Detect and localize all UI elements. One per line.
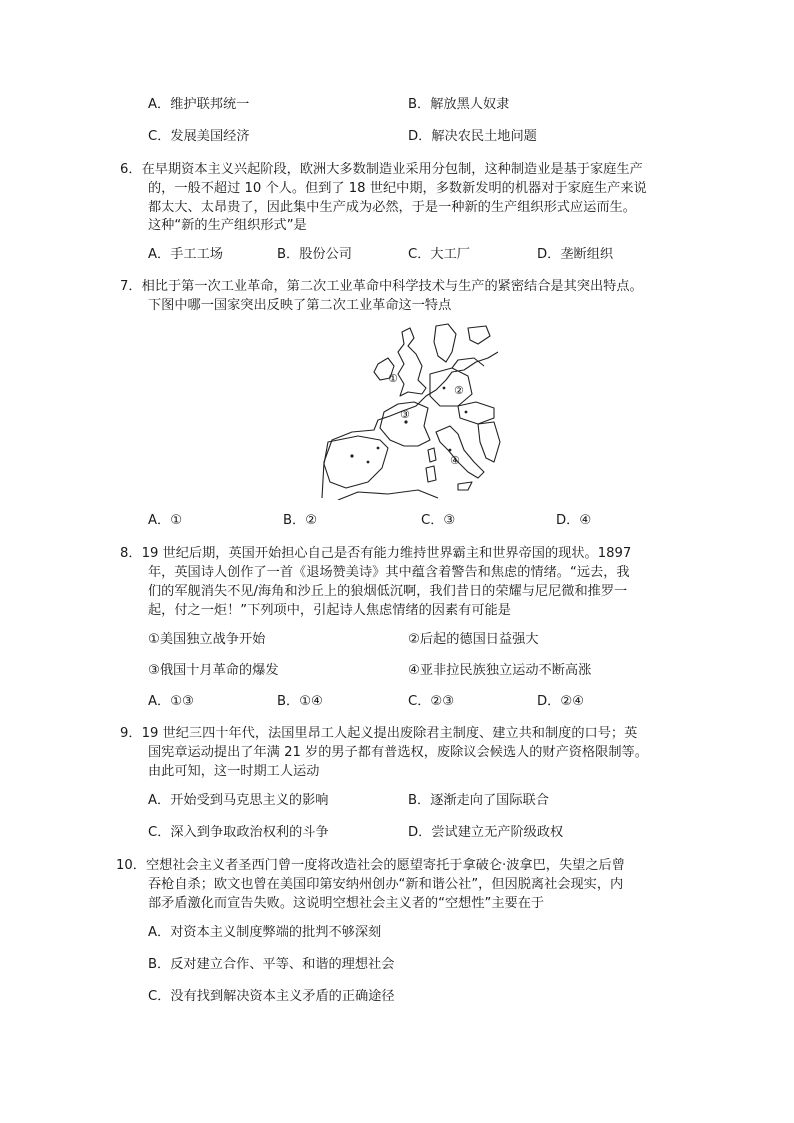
city-dot <box>377 447 380 450</box>
q9-option-b: B．逐渐走向了国际联合 <box>408 793 549 808</box>
q10-option-a: A．对资本主义制度弊端的批判不够深刻 <box>148 925 382 940</box>
q8-option-a: A．①③ <box>148 694 194 709</box>
q9-option-d: D．尝试建立无产阶级政权 <box>408 825 564 840</box>
q9-option-a: A．开始受到马克思主义的影响 <box>148 793 329 808</box>
europe-map-drawing <box>318 322 502 500</box>
q10-option-b: B．反对建立合作、平等、和谐的理想社会 <box>148 957 395 972</box>
q9-stem-line-2: 国宪章运动提出了年满 21 岁的男子都有普选权，废除议会候选人的财产资格限制等。 <box>148 745 648 760</box>
city-dot <box>367 461 370 464</box>
q8-option-d: D．②④ <box>537 694 584 709</box>
q7-option-d: D．④ <box>556 513 592 528</box>
q10-stem-line-3: 部矛盾激化而宣告失败。这说明空想社会主义者的“空想性”主要在于 <box>148 896 545 911</box>
q8-option-b: B．①④ <box>277 694 323 709</box>
q8-item-3: ③俄国十月革命的爆发 <box>148 663 279 678</box>
q8-stem-line-3: 们的军舰消失不见/海角和沙丘上的狼烟低沉啊，我们昔日的荣耀与尼尼微和推罗一 <box>148 584 628 599</box>
q9-stem-line-3: 由此可知，这一时期工人运动 <box>148 764 320 779</box>
iberia-outline <box>324 436 388 488</box>
q6-stem-line-3: 都太大、太昂贵了，因此集中生产成为必然，于是一种新的生产组织形式应运而生。 <box>148 200 636 215</box>
q10-stem-line-2: 吞枪自杀；欧文也曾在美国印第安纳州创办“新和谐公社”，但因脱离社会现实，内 <box>148 877 624 892</box>
q5-option-d: D．解决农民土地问题 <box>408 129 537 144</box>
italy-outline <box>436 426 484 478</box>
city-dot <box>449 449 452 452</box>
q10-option-c: C．没有找到解决资本主义矛盾的正确途径 <box>148 989 395 1004</box>
q5-option-a: A．维护联邦统一 <box>148 97 250 112</box>
map-label-2: ② <box>454 384 464 397</box>
austria-outline <box>458 402 494 424</box>
europe-map <box>318 322 502 500</box>
q7-option-b: B．② <box>283 513 318 528</box>
q8-stem-line-4: 起，付之一炬！”下列项中，引起诗人焦虑情绪的因素有可能是 <box>148 603 511 618</box>
q8-item-2: ②后起的德国日益强大 <box>408 632 539 647</box>
q6-option-c: C．大工厂 <box>408 247 470 262</box>
q6-option-d: D．垄断组织 <box>537 247 614 262</box>
q6-stem-line-2: 的，一般不超过 10 个人。但到了 18 世纪中期，多数新发明的机器对于家庭生产来说 <box>148 181 647 196</box>
city-dot <box>350 454 353 457</box>
map-label-1: ① <box>388 372 398 385</box>
map-label-3: ③ <box>400 408 410 421</box>
q10-stem-line-1: 10．空想社会主义者圣西门曾一度将改造社会的愿望寄托于拿破仑·波拿巴，失望之后曾 <box>116 858 625 873</box>
sardinia-outline <box>426 466 436 482</box>
q9-option-c: C．深入到争取政治权利的斗争 <box>148 825 329 840</box>
q7-option-a: A．① <box>148 513 183 528</box>
baltic-coast <box>452 358 484 368</box>
q7-option-c: C．③ <box>421 513 456 528</box>
q6-stem-line-4: 这种“新的生产组织形式”是 <box>148 218 307 233</box>
city-dot <box>443 387 446 390</box>
north-africa-coast <box>338 490 438 500</box>
sicily-outline <box>458 482 472 490</box>
q5-option-c: C．发展美国经济 <box>148 129 250 144</box>
q6-stem-line-1: 6．在早期资本主义兴起阶段，欧洲大多数制造业采用分包制，这种制造业是基于家庭生产 <box>120 162 643 177</box>
q8-stem-line-2: 年，英国诗人创作了一首《退场赞美诗》其中蕴含着警告和焦虑的情绪。“远去，我 <box>148 565 630 580</box>
q8-item-4: ④亚非拉民族独立运动不断高涨 <box>408 663 592 678</box>
q8-stem-line-1: 8．19 世纪后期，英国开始担心自己是否有能力维持世界霸主和世界帝国的现状。1897 <box>120 546 632 561</box>
scandinavia-outline <box>434 324 456 362</box>
q6-option-b: B．股份公司 <box>277 247 352 262</box>
continent-coast <box>322 352 498 498</box>
q8-option-c: C．②③ <box>408 694 455 709</box>
britain-outline <box>398 328 426 396</box>
q7-stem-line-2: 下图中哪一国家突出反映了第二次工业革命这一特点 <box>148 298 452 313</box>
map-label-4: ④ <box>450 454 460 467</box>
q8-item-1: ①美国独立战争开始 <box>148 632 266 647</box>
q9-stem-line-1: 9．19 世纪三四十年代，法国里昂工人起义提出废除君主制度、建立共和制度的口号；英 <box>120 726 638 741</box>
q7-stem-line-1: 7．相比于第一次工业革命，第二次工业革命中科学技术与生产的紧密结合是其突出特点。 <box>120 279 643 294</box>
corsica-outline <box>428 448 436 462</box>
q6-option-a: A．手工工场 <box>148 247 223 262</box>
balkans-outline <box>478 422 500 462</box>
city-dot <box>465 411 468 414</box>
finland-outline <box>468 326 490 344</box>
q5-option-b: B．解放黑人奴隶 <box>408 97 510 112</box>
